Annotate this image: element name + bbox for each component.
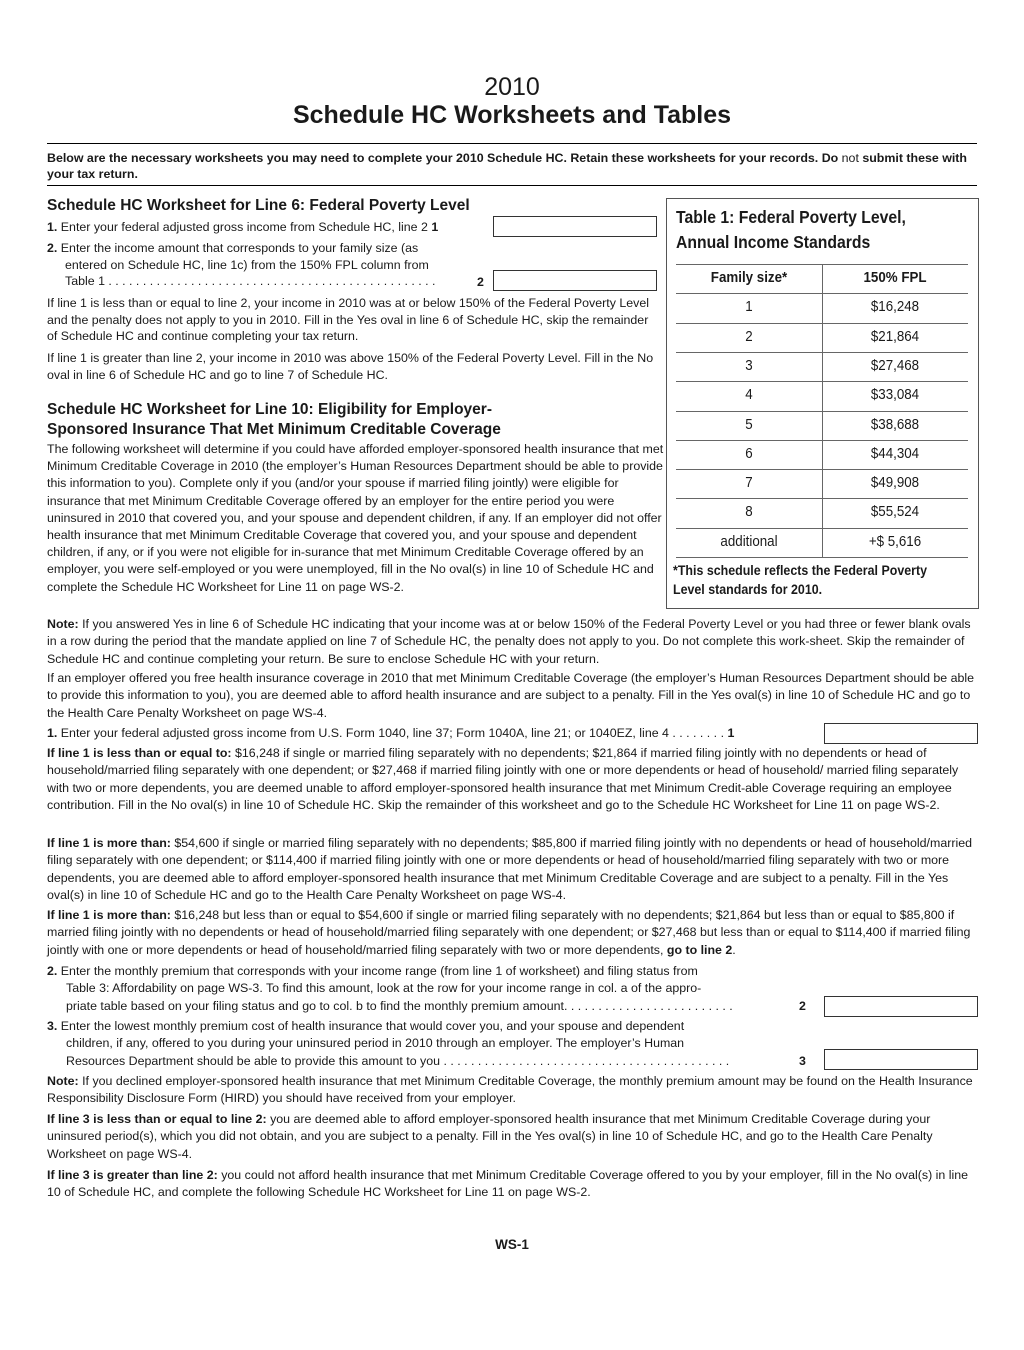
ws10-line3: 3. Enter the lowest monthly premium cost of health insurance that would cover you, and your spouse and dependent children, if any, offered to you during your uninsured period in 2010 through an employer. The employer’s Human Resources Department should be able to provide this amount to you . . . . . . . . . . . . . . . . . . . . . . . . . . . . . . . . . . . . . . . . . . 3	[47, 1019, 806, 1068]
table1-cell-fpl: $16,248	[870, 299, 920, 316]
table1-header-family-size: Family size*	[710, 270, 788, 286]
ws10-if-line3-gt: If line 3 is greater than line 2: you could not afford health insurance that met Minimum Creditable Coverage offered to you by your employer, fill in the No oval(s) in line 10 of Schedule HC, and complete the following Schedule HC Worksheet for Line 11 on page WS-2.	[47, 1168, 969, 1200]
ws10-note2: Note: If you declined employer-sponsored health insurance that met Minimum Creditable Coverage, the monthly premium amount may be found on the Health Insurance Responsibility Disclosure Form (HIRD) you should have received from your employer.	[47, 1074, 973, 1106]
ws6-line2: 2. Enter the income amount that corresponds to your family size (as entered on Schedule HC, line 1c) from the 150% FPL column from Table 1 . . . . . . . . . . . . . . . . . . . . . . . . . . . . . . . . . . . . . . . . . . . . . . . . 2	[47, 241, 484, 289]
table1-cell-fpl: $21,864	[870, 328, 920, 345]
table1-cell-family-size: 1	[745, 299, 753, 316]
table1-cell-family-size: 2	[745, 328, 753, 345]
intro-rule	[47, 185, 977, 186]
ws10-free-coverage: If an employer offered you free health insurance coverage in 2010 that met Minimum Creditable Coverage (the employer’s Human Resources Department should be able to provide this information to you), you are deemed able to afford health insurance and are subject to a penalty. Fill in the Yes oval(s) in line 10 of Schedule HC and go to the Health Care Penalty Worksheet on page WS-4.	[47, 671, 975, 720]
table1-cell-family-size: 5	[745, 416, 753, 433]
page-number: WS-1	[495, 1237, 529, 1252]
ws6-line1: 1. Enter your federal adjusted gross income from Schedule HC, line 2 1	[47, 220, 439, 234]
table1-cell-family-size: 3	[745, 357, 753, 374]
page-title: Schedule HC Worksheets and Tables	[292, 101, 732, 129]
ws10-line3-input[interactable]	[824, 1049, 978, 1070]
ws6-line2-input[interactable]	[493, 270, 657, 291]
table1-rule	[676, 557, 968, 558]
table1-cell-fpl: $55,524	[870, 504, 920, 521]
ws6-heading: Schedule HC Worksheet for Line 6: Federal Poverty Level	[47, 197, 470, 214]
table1-cell-fpl: +$ 5,616	[868, 533, 922, 550]
table1-cell-family-size: 4	[745, 387, 753, 404]
ws6-para2: If line 1 is greater than line 2, your income in 2010 was above 150% of the Federal Poverty Level. Fill in the No oval in line 6 of Schedule HC and go to line 7 of Schedule HC.	[47, 351, 654, 382]
table1-cell-fpl: $38,688	[870, 416, 920, 433]
table1-cell-family-size: 6	[745, 445, 753, 462]
ws6-para1: If line 1 is less than or equal to line 2, your income in 2010 was at or below 150% of the Federal Poverty Level and the penalty does not apply to you in 2010. Fill in the Yes oval in line 6 of Schedule HC, skip the remainder of Schedule HC and continue completing your tax return.	[47, 296, 649, 344]
top-rule	[47, 143, 977, 144]
ws10-if-line3-lte: If line 3 is less than or equal to line 2: you are deemed able to afford employer-sponsored health insurance that met Minimum Creditable Coverage during your uninsured period(s), which you did not obtain, and you are subject to a penalty. Fill in the Yes oval(s) in line 10 of Schedule HC, and go to the Health Care Penalty Worksheet on page WS-4.	[47, 1112, 933, 1161]
table1-cell-fpl: $27,468	[870, 357, 920, 374]
table1-cell-fpl: $44,304	[870, 445, 920, 462]
table1-cell-fpl: $33,084	[870, 387, 920, 404]
form-year: 2010	[484, 73, 540, 101]
table1-cell-family-size: 8	[745, 504, 753, 521]
ws6-line1-input[interactable]	[493, 216, 657, 237]
ws10-intro: The following worksheet will determine if you could have afforded employer-sponsored health insurance that met Minimum Creditable Coverage in 2010 (the employer’s Human Resources Department should be able to provide this information to you). Complete only if you (and/or your spouse if married filing jointly) were eligible for insurance that met Minimum Creditable Coverage offered by an employer for the entire period you were uninsured in 2010 that covered you, and your spouse and dependent children, if any. If an employer did not offer health insurance that met Minimum Creditable Coverage that covered you, and your spouse and dependent children, if any, or if you were not eligible for in-surance that met Minimum Creditable Coverage offered by an employer, you were self-employed or you were unemployed, fill in the No oval(s) in line 10 of Schedule HC and complete the Schedule HC Worksheet for Line 11 on page WS-2.	[47, 442, 664, 594]
ws10-heading: Schedule HC Worksheet for Line 10: Eligibility for Employer- Sponsored Insurance That Met Minimum Creditable Coverage	[47, 401, 501, 438]
ws10-line2: 2. Enter the monthly premium that corresponds with your income range (from line 1 of worksheet) and filing status from Table 3: Affordability on page WS-3. To find this amount, look at the row for your income range in col. a of the appro- priate table based on your filing status and go to col. b to find the monthly premium amount. . . . . . . . . . . . . . . . . . . . . . . . . 2	[47, 964, 806, 1013]
ws10-line2-input[interactable]	[824, 996, 978, 1017]
intro-text: Below are the necessary worksheets you may need to complete your 2010 Schedule HC. Retain these worksheets for your records. Do not submit these with your tax return.	[47, 151, 967, 181]
table1-note: *This schedule reflects the Federal Poverty Level standards for 2010.	[673, 563, 928, 597]
table1-title: Table 1: Federal Poverty Level, Annual Income Standards	[676, 207, 906, 252]
ws10-line1-input[interactable]	[824, 723, 978, 744]
intro-not: not	[841, 151, 859, 165]
ws10-line1: 1. Enter your federal adjusted gross income from U.S. Form 1040, line 37; Form 1040A, line 21; or 1040EZ, line 4 . . . . . . . . 1	[47, 726, 735, 740]
table1-header-fpl: 150% FPL	[863, 270, 927, 286]
table1-cell-family-size: 7	[745, 475, 753, 492]
ws10-if-more-2: If line 1 is more than: $16,248 but less than or equal to $54,600 if single or married filing separately with no dependents; $21,864 but less than or equal to $85,800 if married filing jointly with no dependents or head of household/married filing separately with one dependent; or $27,468 but less than or equal to $114,400 if married filing jointly with one or more dependents or head of household/married filing separately with two or more dependents, go to line 2.	[47, 908, 971, 957]
table1-cell-family-size: additional	[720, 533, 778, 550]
ws10-note: Note: If you answered Yes in line 6 of Schedule HC indicating that your income was at or below 150% of the Federal Poverty Level or you had three or fewer blank ovals in a row during the period that the mandate applied on line 7 of Schedule HC, the penalty does not apply to you. Do not complete this work-sheet. Skip the remainder of Schedule HC and continue completing your return. Be sure to enclose Schedule HC with your return.	[47, 617, 971, 666]
ws10-if-lte: If line 1 is less than or equal to: $16,248 if single or married filing separately with no dependents; $21,864 if married filing jointly with no dependents or head of household/married filing separately with one dependent; or $27,468 if married filing jointly with one or more dependents or head of household/ married filing separately with two or more dependents, you are deemed unable to afford employer-sponsored health insurance that met Minimum Credit-able Coverage requiring an employee contribution. Fill in the No oval(s) in line 10 of Schedule HC. Skip the remainder of this worksheet and go to the Schedule HC Worksheet for Line 11 on page WS-2.	[47, 746, 959, 812]
table1-cell-fpl: $49,908	[870, 475, 920, 492]
ws10-if-more-1: If line 1 is more than: $54,600 if single or married filing separately with no dependents; $85,800 if married filing jointly with no dependents or head of household/married filing separately with one dependent; or $114,400 if married filing jointly with one or more dependents or head of household/married filing separately with two or more dependents, you are deemed able to afford employer-sponsored health insurance that met Minimum Creditable Coverage and are subject to a penalty. Fill in the Yes oval(s) in line 10 of Schedule HC and go to the Health Care Penalty Worksheet on page WS-4.	[47, 836, 972, 902]
